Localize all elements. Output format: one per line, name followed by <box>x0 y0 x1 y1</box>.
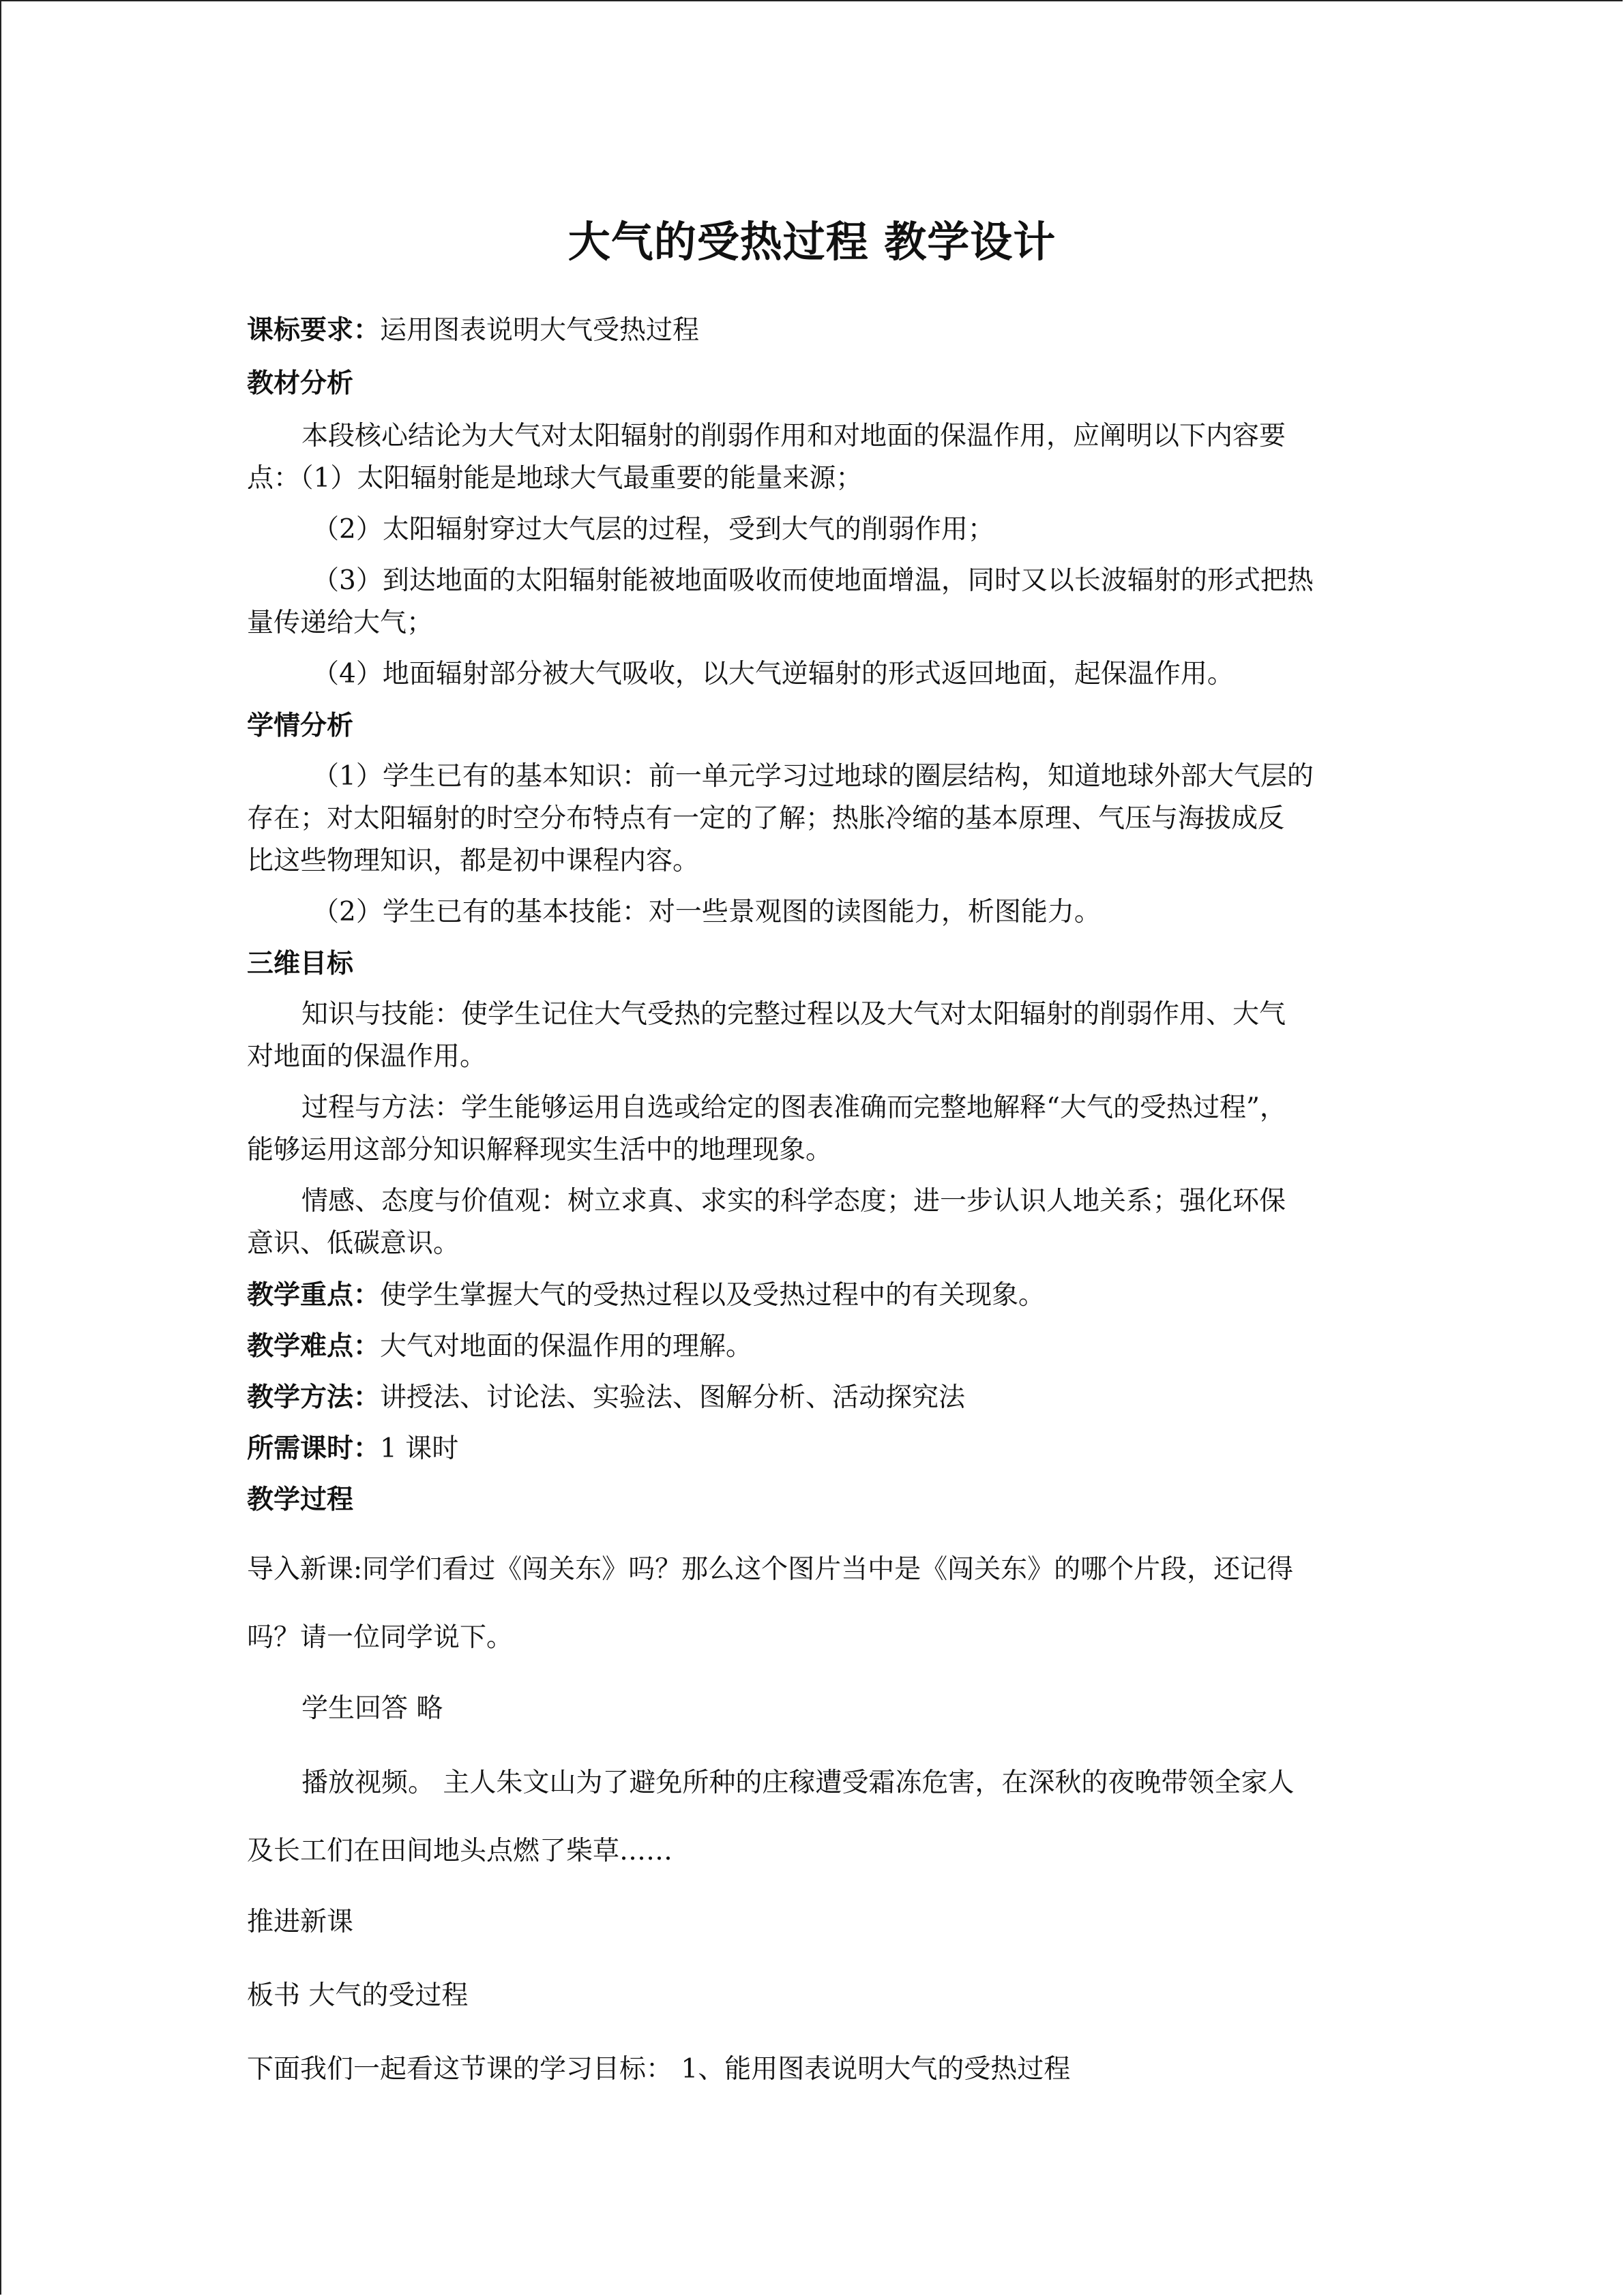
textbook-intro-line2: 点：（1）太阳辐射能是地球大气最重要的能量来源； <box>247 463 863 494</box>
student-analysis-heading: 学情分析 <box>247 710 354 741</box>
teaching-difficulty <box>247 1331 1379 1362</box>
teaching-key-point <box>247 1280 1379 1311</box>
teaching-methods <box>247 1382 1379 1414</box>
key-point-text: 使学生掌握大气的受热过程以及受热过程中的有关现象。 <box>380 1280 1046 1311</box>
objective-process-line1: 过程与方法：学生能够运用自选或给定的图表准确而完整地解释“大气的受热过程”， <box>301 1092 1286 1123</box>
objective-emotion-line1: 情感、态度与价值观：树立求真、求实的科学态度；进一步认识人地关系；强化环保 <box>301 1186 1286 1217</box>
process-heading: 教学过程 <box>247 1484 354 1515</box>
curriculum-label: 课标要求： <box>247 314 381 346</box>
process-goals: 下面我们一起看这节课的学习目标： 1、能用图表说明大气的受热过程 <box>247 2054 1071 2085</box>
key-point-label: 教学重点： <box>247 1279 381 1311</box>
objective-emotion-line2: 意识、低碳意识。 <box>247 1228 460 1259</box>
process-student-answer: 学生回答 略 <box>301 1693 443 1724</box>
student-p2: （2）学生已有的基本技能：对一些景观图的读图能力，析图能力。 <box>312 897 1101 927</box>
textbook-point3-line2: 量传递给大气； <box>247 608 434 638</box>
objective-knowledge-line2: 对地面的保温作用。 <box>247 1041 487 1072</box>
process-board: 板书 大气的受过程 <box>247 1980 469 2011</box>
textbook-point4: （4）地面辐射部分被大气吸收，以大气逆辐射的形式返回地面，起保温作用。 <box>312 659 1234 689</box>
textbook-point3-line1: （3）到达地面的太阳辐射能被地面吸收而使地面增温，同时又以长波辐射的形式把热 <box>312 565 1314 596</box>
difficulty-text: 大气对地面的保温作用的理解。 <box>380 1331 753 1362</box>
textbook-analysis-heading: 教材分析 <box>247 368 354 399</box>
objectives-heading: 三维目标 <box>247 948 354 979</box>
curriculum-text: 运用图表说明大气受热过程 <box>380 315 700 346</box>
objective-process-line2: 能够运用这部分知识解释现实生活中的地理现象。 <box>247 1135 833 1165</box>
objective-knowledge-line1: 知识与技能：使学生记住大气受热的完整过程以及大气对太阳辐射的削弱作用、大气 <box>301 999 1286 1030</box>
process-video-line1: 播放视频。 主人朱文山为了避免所种的庄稼遭受霜冻危害，在深秋的夜晚带领全家人 <box>301 1768 1295 1798</box>
methods-label: 教学方法： <box>247 1382 381 1413</box>
methods-text: 讲授法、讨论法、实验法、图解分析、活动探究法 <box>380 1382 966 1413</box>
student-p1-line1: （1）学生已有的基本知识：前一单元学习过地球的圈层结构，知道地球外部大气层的 <box>312 761 1314 792</box>
process-intro-line1: 导入新课:同学们看过《闯关东》吗？那么这个图片当中是《闯关东》的哪个片段，还记得 <box>247 1554 1294 1585</box>
difficulty-label: 教学难点： <box>247 1330 381 1362</box>
duration-label: 所需课时： <box>247 1433 381 1464</box>
textbook-point2: （2）太阳辐射穿过大气层的过程，受到大气的削弱作用； <box>312 514 994 545</box>
student-p1-line3: 比这些物理知识，都是初中课程内容。 <box>247 846 700 876</box>
process-video-line2: 及长工们在田间地头点燃了柴草…… <box>247 1836 673 1866</box>
textbook-intro-line1: 本段核心结论为大气对太阳辐射的削弱作用和对地面的保温作用，应阐明以下内容要 <box>301 421 1286 451</box>
process-advance: 推进新课 <box>247 1907 354 1937</box>
duration-text: 1 课时 <box>380 1433 459 1464</box>
lesson-duration <box>247 1433 1379 1465</box>
curriculum-requirement <box>247 315 1379 346</box>
document-title: 大气的受热过程 教学设计 <box>567 217 1057 267</box>
process-intro-line2: 吗？请一位同学说下。 <box>247 1622 514 1653</box>
student-p1-line2: 存在；对太阳辐射的时空分布特点有一定的了解；热胀冷缩的基本原理、气压与海拔成反 <box>247 803 1285 834</box>
